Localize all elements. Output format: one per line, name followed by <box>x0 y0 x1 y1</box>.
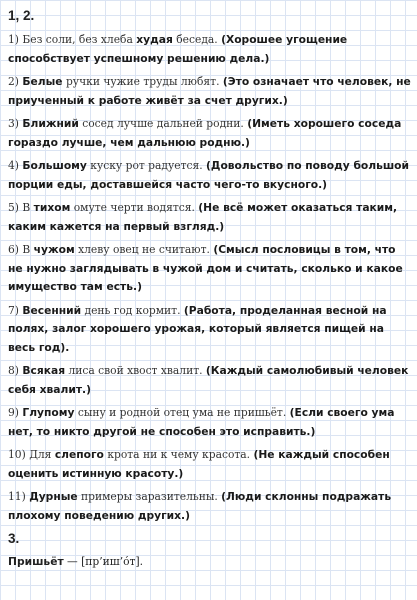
proverb-explanation: (Люди склонны подражать плохому поведению других.) <box>8 490 392 522</box>
item-number: 8) <box>8 364 19 377</box>
proverb-explanation: (Смысл пословицы в том, что не нужно заглядывать в чужой дом и считать, сколько и какое имущество там есть.) <box>8 243 403 293</box>
proverb-text-after: примеры заразительны. <box>81 490 218 503</box>
proverb-text-after: крота ни к чему красота. <box>107 448 251 461</box>
item-number: 11) <box>8 490 26 503</box>
proverb-text-after: лиса свой хвост хвалит. <box>68 364 203 377</box>
proverb-text-after: беседа. <box>176 33 218 46</box>
proverb-text-before: В <box>22 201 31 214</box>
item-number: 6) <box>8 243 19 256</box>
proverb-explanation: (Не каждый способен оценить истинную красоту.) <box>8 448 390 480</box>
proverb-item <box>8 404 411 441</box>
proverb-item <box>8 31 411 68</box>
proverb-item <box>8 488 411 525</box>
proverb-item <box>8 115 411 152</box>
item-number: 1) <box>8 33 19 46</box>
transcription-line <box>8 553 411 571</box>
proverb-explanation: (Это означает что человек, не приученный к работе живёт за счет других.) <box>8 75 411 107</box>
proverb-explanation: (Довольство по поводу большой порции еды, доставшейся часто чего-то вкусного.) <box>8 159 410 191</box>
proverb-explanation: (Не всё может оказаться таким, каким кажется на первый взгляд.) <box>8 201 398 233</box>
adjective-keyword: Белые <box>22 75 63 88</box>
proverb-explanation: (Хорошее угощение способствует успешному решению дела.) <box>8 33 348 65</box>
adjective-keyword: Весенний <box>22 303 82 317</box>
proverb-text-after: сосед лучше дальней родни. <box>82 117 244 130</box>
adjective-keyword: Дурные <box>29 490 78 503</box>
phonetic-transcription: — [пр’иш’о́т]. <box>63 555 144 568</box>
adjective-keyword: слепого <box>54 448 104 461</box>
adjective-keyword: тихом <box>33 201 71 214</box>
task-3-heading: 3. <box>8 531 20 546</box>
item-number: 2) <box>8 75 19 88</box>
adjective-keyword: худая <box>136 33 173 46</box>
proverb-item <box>8 73 411 110</box>
adjective-keyword: Всякая <box>22 364 66 377</box>
proverb-text-after: сыну и родной отец ума не пришьёт. <box>77 406 287 419</box>
proverb-text-after: хлеву овец не считают. <box>78 243 210 256</box>
adjective-keyword: Глупому <box>22 406 75 419</box>
proverb-item <box>8 199 411 236</box>
proverb-explanation: (Если своего ума нет, то никто другой не способен это исправить.) <box>8 406 395 438</box>
proverb-item <box>8 362 411 399</box>
proverb-explanation: (Каждый самолюбивый человек себя хвалит.) <box>8 364 409 396</box>
proverb-explanation: (Работа, проделанная весной на полях, залог хорошего урожая, который является пищей на весь год). <box>8 303 387 354</box>
adjective-keyword: Ближний <box>22 117 79 130</box>
adjective-keyword: Большому <box>22 159 87 172</box>
transcribed-word: Пришьёт <box>8 555 64 568</box>
item-number: 9) <box>8 406 19 419</box>
proverb-item <box>8 302 411 358</box>
proverb-text-before: В <box>22 243 31 256</box>
proverb-text-after: ручки чужие труды любят. <box>65 75 220 88</box>
proverb-text-after: омуте черти водятся. <box>73 201 195 214</box>
item-number: 4) <box>8 159 19 172</box>
proverb-item <box>8 241 411 297</box>
tasks-heading: 1, 2. <box>8 8 35 23</box>
item-number: 5) <box>8 201 19 214</box>
item-number: 10) <box>8 448 26 461</box>
proverb-list <box>8 31 411 525</box>
proverb-text-before: Для <box>29 448 52 461</box>
adjective-keyword: чужом <box>33 243 75 256</box>
proverb-text-after: день год кормит. <box>84 303 181 317</box>
proverb-item <box>8 446 411 483</box>
proverb-explanation: (Иметь хорошего соседа гораздо лучше, чем дальнюю родню.) <box>8 117 402 149</box>
proverb-text-before: Без соли, без хлеба <box>22 33 133 46</box>
item-number: 3) <box>8 117 19 130</box>
item-number: 7) <box>8 303 19 317</box>
proverb-text-after: куску рот радуется. <box>90 159 203 172</box>
proverb-item <box>8 157 411 194</box>
